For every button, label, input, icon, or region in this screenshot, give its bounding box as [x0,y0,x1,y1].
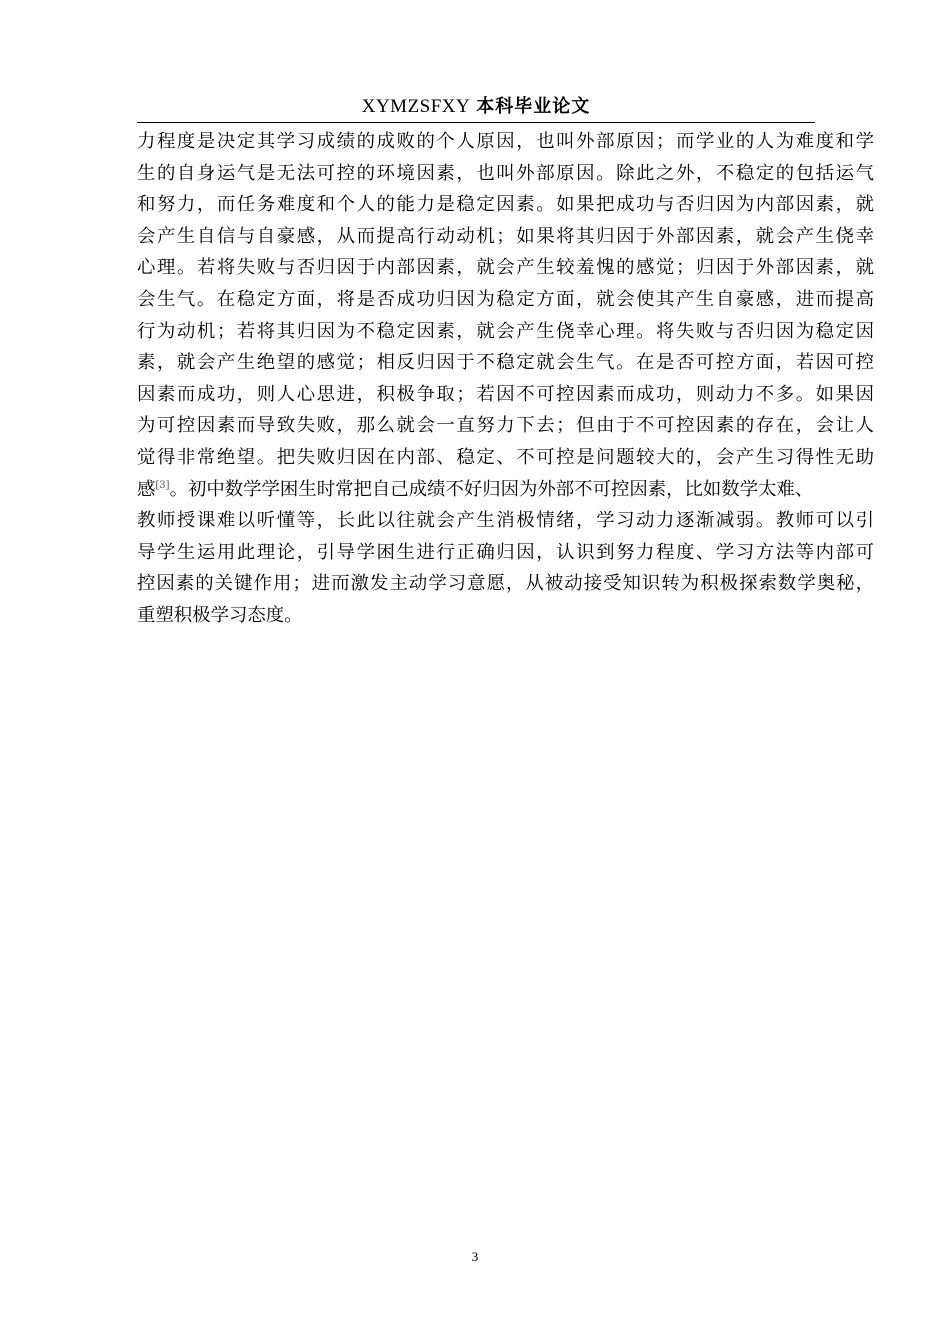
page-number: 3 [471,1249,479,1264]
text-line: 会产生自信与自豪感，从而提高行动动机；如果将其归因于外部因素，就会产生侥幸 [137,225,874,247]
text-line: 生的自身运气是无法可控的环境因素，也叫外部原因。除此之外，不稳定的包括运气 [137,162,874,184]
text-line: 和努力，而任务难度和个人的能力是稳定因素。如果把成功与否归因为内部因素，就 [137,194,874,216]
body-paragraph [137,126,874,632]
text-line: 力程度是决定其学习成绩的成败的个人原因，也叫外部原因；而学业的人为难度和学 [137,131,874,152]
text-line: 觉得非常绝望。把失败归因在内部、稳定、不可控是问题较大的，会产生习得性无助 [137,446,874,468]
citation-marker: [3] [155,479,170,491]
text-line: 导学生运用此理论，引导学困生进行正确归因，认识到努力程度、学习方法等内部可 [137,541,874,563]
text-line: 控因素的关键作用；进而激发主动学习意愿，从被动接受知识转为积极探索数学奥秘， [137,573,874,595]
text-line: 会生气。在稳定方面，将是否成功归因为稳定方面，就会使其产生自豪感，进而提高 [137,288,874,310]
page-header [137,92,815,123]
text-line: 行为动机；若将其归因为不稳定因素，就会产生侥幸心理。将失败与否归因为稳定因 [137,320,874,342]
text-line-with-citation [137,474,874,506]
text-line: 为可控因素而导致失败，那么就会一直努力下去；但由于不可控因素的存在，会让人 [137,415,874,437]
text-line-last: 重塑积极学习态度。 [137,604,303,626]
header-title: 本科毕业论文 [476,96,591,117]
citation-line-start: 感 [137,478,156,500]
citation-line-rest: 。初中数学学困生时常把自己成绩不好归因为外部不可控因素，比如数学太难、 [169,478,814,500]
text-line: 心理。若将失败与否归因于内部因素，就会产生较羞愧的感觉；归因于外部因素，就 [137,257,874,279]
text-line: 素，就会产生绝望的感觉；相反归因于不稳定就会生气。在是否可控方面，若因可控 [137,352,874,374]
header-school-code: XYMZSFXY [361,96,471,117]
text-line: 教师授课难以听懂等，长此以往就会产生消极情绪，学习动力逐渐减弱。教师可以引 [137,510,874,532]
text-line: 因素而成功，则人心思进，积极争取；若因不可控因素而成功，则动力不多。如果因 [137,383,874,405]
